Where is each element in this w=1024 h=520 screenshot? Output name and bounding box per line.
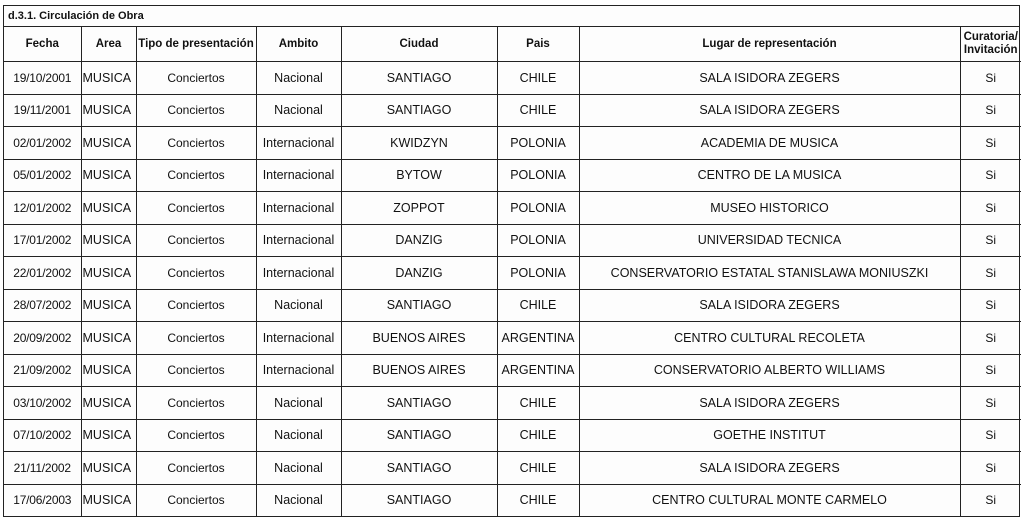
cell-ambito: Internacional [256, 257, 341, 290]
header-ciudad: Ciudad [341, 27, 497, 62]
cell-fecha: 05/01/2002 [4, 159, 81, 192]
cell-fecha: 20/09/2002 [4, 322, 81, 355]
cell-lugar: ACADEMIA DE MUSICA [579, 127, 960, 160]
table-row [4, 387, 1021, 420]
table-row [4, 419, 1021, 452]
cell-area: MUSICA [81, 354, 136, 387]
cell-ambito: Internacional [256, 159, 341, 192]
cell-lugar: CENTRO CULTURAL MONTE CARMELO [579, 484, 960, 516]
cell-fecha: 21/09/2002 [4, 354, 81, 387]
table-body [4, 62, 1021, 517]
cell-curatoria: Si [960, 419, 1021, 452]
cell-ambito: Internacional [256, 127, 341, 160]
cell-ciudad: KWIDZYN [341, 127, 497, 160]
cell-pais: CHILE [497, 94, 579, 127]
cell-ciudad: ZOPPOT [341, 192, 497, 225]
header-area: Area [81, 27, 136, 62]
cell-ambito: Internacional [256, 354, 341, 387]
cell-fecha: 19/10/2001 [4, 62, 81, 95]
cell-curatoria: Si [960, 322, 1021, 355]
cell-area: MUSICA [81, 289, 136, 322]
cell-pais: CHILE [497, 419, 579, 452]
cell-area: MUSICA [81, 159, 136, 192]
cell-fecha: 22/01/2002 [4, 257, 81, 290]
cell-ciudad: BYTOW [341, 159, 497, 192]
cell-pais: POLONIA [497, 192, 579, 225]
table-row [4, 354, 1021, 387]
cell-pais: ARGENTINA [497, 354, 579, 387]
cell-tipo: Conciertos [136, 192, 256, 225]
table-row [4, 484, 1021, 516]
cell-area: MUSICA [81, 224, 136, 257]
cell-tipo: Conciertos [136, 257, 256, 290]
header-pais: Pais [497, 27, 579, 62]
cell-lugar: SALA ISIDORA ZEGERS [579, 387, 960, 420]
cell-curatoria: Si [960, 257, 1021, 290]
cell-curatoria: Si [960, 354, 1021, 387]
cell-fecha: 19/11/2001 [4, 94, 81, 127]
cell-curatoria: Si [960, 452, 1021, 485]
cell-ambito: Internacional [256, 322, 341, 355]
cell-area: MUSICA [81, 257, 136, 290]
cell-pais: POLONIA [497, 257, 579, 290]
table-row [4, 452, 1021, 485]
cell-ambito: Nacional [256, 484, 341, 516]
cell-ambito: Nacional [256, 94, 341, 127]
cell-pais: POLONIA [497, 159, 579, 192]
table-row [4, 159, 1021, 192]
cell-tipo: Conciertos [136, 322, 256, 355]
cell-area: MUSICA [81, 94, 136, 127]
cell-area: MUSICA [81, 419, 136, 452]
cell-lugar: CONSERVATORIO ESTATAL STANISLAWA MONIUSZKI [579, 257, 960, 290]
cell-lugar: CENTRO DE LA MUSICA [579, 159, 960, 192]
cell-lugar: SALA ISIDORA ZEGERS [579, 62, 960, 95]
document-sheet [3, 5, 1020, 517]
cell-pais: ARGENTINA [497, 322, 579, 355]
cell-fecha: 17/01/2002 [4, 224, 81, 257]
cell-tipo: Conciertos [136, 484, 256, 516]
cell-lugar: SALA ISIDORA ZEGERS [579, 452, 960, 485]
section-title: d.3.1. Circulación de Obra [4, 6, 1019, 27]
cell-tipo: Conciertos [136, 452, 256, 485]
cell-curatoria: Si [960, 94, 1021, 127]
cell-fecha: 21/11/2002 [4, 452, 81, 485]
cell-ciudad: SANTIAGO [341, 94, 497, 127]
cell-ambito: Nacional [256, 289, 341, 322]
cell-ambito: Nacional [256, 387, 341, 420]
cell-ambito: Nacional [256, 62, 341, 95]
circulation-table [4, 27, 1021, 516]
table-row [4, 322, 1021, 355]
header-fecha: Fecha [4, 27, 81, 62]
cell-area: MUSICA [81, 484, 136, 516]
cell-ambito: Nacional [256, 419, 341, 452]
cell-ciudad: SANTIAGO [341, 387, 497, 420]
table-row [4, 127, 1021, 160]
cell-ciudad: DANZIG [341, 224, 497, 257]
cell-fecha: 02/01/2002 [4, 127, 81, 160]
cell-tipo: Conciertos [136, 419, 256, 452]
cell-curatoria: Si [960, 127, 1021, 160]
cell-area: MUSICA [81, 127, 136, 160]
cell-lugar: CENTRO CULTURAL RECOLETA [579, 322, 960, 355]
cell-tipo: Conciertos [136, 62, 256, 95]
cell-area: MUSICA [81, 62, 136, 95]
table-row [4, 94, 1021, 127]
cell-ambito: Internacional [256, 192, 341, 225]
cell-lugar: GOETHE INSTITUT [579, 419, 960, 452]
cell-fecha: 07/10/2002 [4, 419, 81, 452]
table-header-row [4, 27, 1021, 62]
cell-area: MUSICA [81, 192, 136, 225]
cell-ciudad: SANTIAGO [341, 62, 497, 95]
cell-pais: POLONIA [497, 224, 579, 257]
cell-ciudad: DANZIG [341, 257, 497, 290]
cell-fecha: 03/10/2002 [4, 387, 81, 420]
cell-tipo: Conciertos [136, 224, 256, 257]
cell-ciudad: SANTIAGO [341, 484, 497, 516]
cell-ciudad: BUENOS AIRES [341, 354, 497, 387]
table-row [4, 289, 1021, 322]
header-lugar: Lugar de representación [579, 27, 960, 62]
cell-ciudad: SANTIAGO [341, 419, 497, 452]
cell-pais: CHILE [497, 289, 579, 322]
cell-area: MUSICA [81, 387, 136, 420]
cell-curatoria: Si [960, 224, 1021, 257]
cell-fecha: 17/06/2003 [4, 484, 81, 516]
cell-lugar: MUSEO HISTORICO [579, 192, 960, 225]
table-row [4, 224, 1021, 257]
cell-curatoria: Si [960, 62, 1021, 95]
cell-lugar: UNIVERSIDAD TECNICA [579, 224, 960, 257]
cell-pais: POLONIA [497, 127, 579, 160]
cell-curatoria: Si [960, 289, 1021, 322]
cell-pais: CHILE [497, 387, 579, 420]
cell-curatoria: Si [960, 387, 1021, 420]
cell-lugar: CONSERVATORIO ALBERTO WILLIAMS [579, 354, 960, 387]
cell-pais: CHILE [497, 484, 579, 516]
table-row [4, 192, 1021, 225]
cell-curatoria: Si [960, 192, 1021, 225]
table-row [4, 62, 1021, 95]
cell-tipo: Conciertos [136, 127, 256, 160]
cell-pais: CHILE [497, 452, 579, 485]
cell-lugar: SALA ISIDORA ZEGERS [579, 289, 960, 322]
header-curatoria: Curatoria/ Invitación [960, 27, 1021, 62]
cell-pais: CHILE [497, 62, 579, 95]
cell-tipo: Conciertos [136, 354, 256, 387]
cell-ambito: Nacional [256, 452, 341, 485]
cell-fecha: 12/01/2002 [4, 192, 81, 225]
header-ambito: Ambito [256, 27, 341, 62]
cell-ciudad: SANTIAGO [341, 452, 497, 485]
table-row [4, 257, 1021, 290]
cell-ciudad: BUENOS AIRES [341, 322, 497, 355]
cell-lugar: SALA ISIDORA ZEGERS [579, 94, 960, 127]
cell-tipo: Conciertos [136, 289, 256, 322]
cell-curatoria: Si [960, 484, 1021, 516]
cell-ciudad: SANTIAGO [341, 289, 497, 322]
header-tipo: Tipo de presentación [136, 27, 256, 62]
cell-area: MUSICA [81, 452, 136, 485]
cell-ambito: Internacional [256, 224, 341, 257]
cell-tipo: Conciertos [136, 94, 256, 127]
cell-area: MUSICA [81, 322, 136, 355]
cell-curatoria: Si [960, 159, 1021, 192]
cell-tipo: Conciertos [136, 387, 256, 420]
cell-fecha: 28/07/2002 [4, 289, 81, 322]
cell-tipo: Conciertos [136, 159, 256, 192]
